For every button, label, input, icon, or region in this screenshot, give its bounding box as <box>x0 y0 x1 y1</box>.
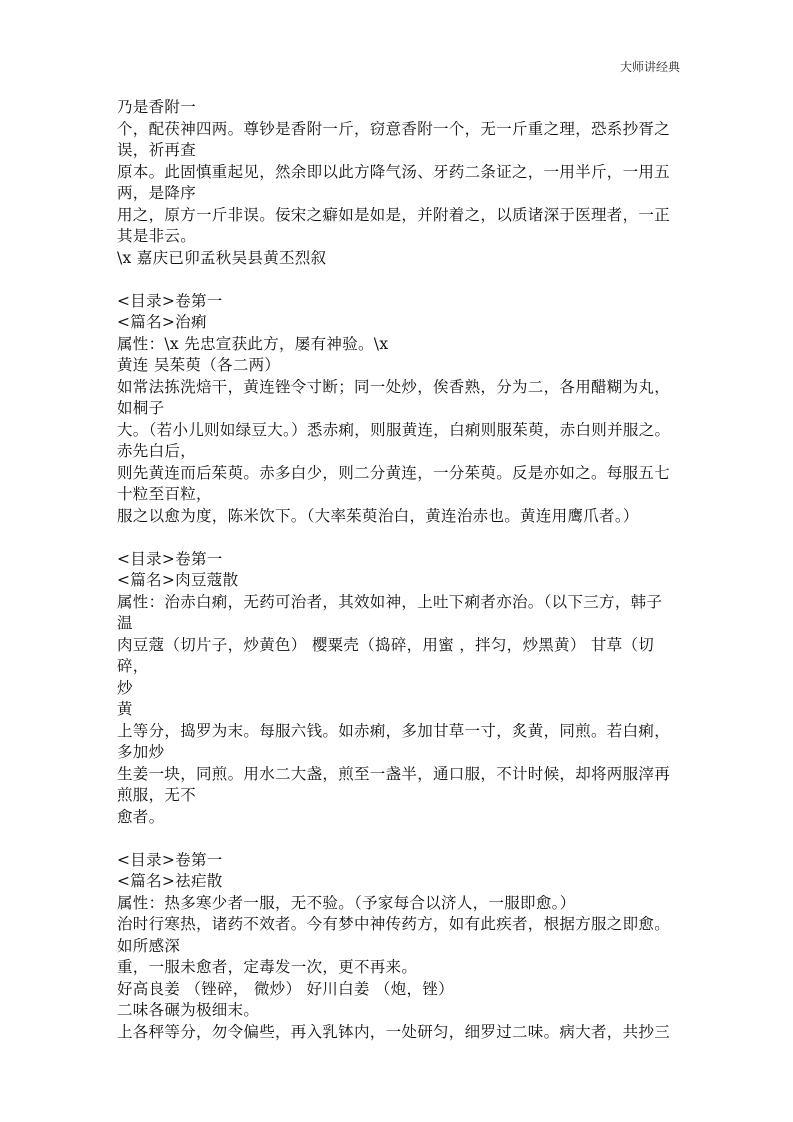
text-line: 上等分，捣罗为末。每服六钱。如赤痢，多加甘草一寸，炙黄，同煎。若白痢， <box>117 721 671 740</box>
text-line: 二味各碾为极细末。 <box>117 1001 260 1019</box>
ingredients-line: 好高良姜 （锉碎， 微炒） 好川白姜 （炮，锉） <box>117 979 454 998</box>
text-line: 碎， <box>117 657 149 675</box>
ingredients-line: 黄连 吴茱萸（各二两） <box>117 356 281 374</box>
blank-line <box>117 269 677 291</box>
text-line: 大。（若小儿则如绿豆大。）悉赤痢，则服黄连，白痢则服茱萸，赤白则并服之。 <box>117 420 671 439</box>
text-line: 则先黄连而后茱萸。赤多白少，则二分黄连，一分茱萸。反是亦如之。每服五七 <box>117 463 671 482</box>
text-line: 个，配茯神四两。尊钞是香附一斤，窃意香附一个，无一斤重之理，恐系抄胥之 <box>117 119 671 138</box>
text-line: 治时行寒热，诸药不效者。今有梦中神传药方，如有此疾者，根据方服之即愈。 <box>117 915 671 933</box>
text-line: 用之，原方一斤非误。佞宋之癖如是如是，并附着之，以质诸深于医理者，一正 <box>117 205 671 224</box>
text-line: 如常法拣洗焙干，黄连锉令寸断；同一处炒，俟香熟，分为二，各用醋糊为丸， <box>117 377 671 396</box>
text-line: 服之以愈为度，陈米饮下。（大率茱萸治白，黄连治赤也。黄连用鹰爪者。） <box>117 506 639 525</box>
text-line: 多加炒 <box>117 743 165 761</box>
text-line: 温 <box>117 614 133 632</box>
section-attribute: 属性：治赤白痢，无药可治者，其效如神，上吐下痢者亦治。（以下三方，韩子 <box>117 592 663 611</box>
section-attribute: 属性：热多寒少者一服，无不验。（予家每合以济人，一服即愈。） <box>117 893 576 912</box>
text-line: 两，是降序 <box>117 184 197 202</box>
text-line: 重，一服未愈者，定毒发一次，更不再来。 <box>117 958 418 976</box>
text-line: 黄 <box>117 700 133 718</box>
text-line: 如所感深 <box>117 936 181 955</box>
section-title: <篇名>祛疟散 <box>117 872 223 890</box>
text-line: 生姜一块，同煎。用水二大盏，煎至一盏半，通口服，不计时候，却将两服滓再 <box>117 764 671 783</box>
page-header-title: 大师讲经典 <box>619 60 680 74</box>
text-line: 如桐子 <box>117 399 165 417</box>
section-catalog: <目录>卷第一 <box>117 291 223 310</box>
section-catalog: <目录>卷第一 <box>117 850 223 869</box>
text-line: 上各秤等分，勿令偏些，再入乳钵内，一处研匀，细罗过二味。病大者，共抄三 <box>117 1022 671 1041</box>
text-line: 炒 <box>117 678 133 697</box>
text-line: 乃是香附一 <box>117 98 197 116</box>
section-title: <篇名>肉豆蔻散 <box>117 571 239 589</box>
preface-signature: \x 嘉庆已卯孟秋吴县黄丕烈叙 <box>117 248 327 267</box>
section-catalog: <目录>卷第一 <box>117 549 223 568</box>
text-line: 其是非云。 <box>117 227 197 245</box>
text-line: 煎服，无不 <box>117 786 197 804</box>
text-line: 愈者。 <box>117 807 165 826</box>
blank-line <box>117 828 677 850</box>
section-attribute: 属性：\x 先忠宣获此方，屡有神验。\x <box>117 334 389 353</box>
text-line: 十粒至百粒， <box>117 485 212 503</box>
document-body <box>117 97 677 1043</box>
blank-line <box>117 527 677 549</box>
section-title: <篇名>治痢 <box>117 313 207 331</box>
text-line: 原本。此固慎重起见，然余即以此方降气汤、牙药二条证之，一用半斤，一用五 <box>117 162 671 181</box>
ingredients-line: 肉豆蔻（切片子，炒黄色） 樱粟壳（捣碎，用蜜 ，拌匀，炒黑黄） 甘草（切 <box>117 635 655 654</box>
text-line: 误，祈再查 <box>117 141 197 159</box>
text-line: 赤先白后， <box>117 442 197 460</box>
